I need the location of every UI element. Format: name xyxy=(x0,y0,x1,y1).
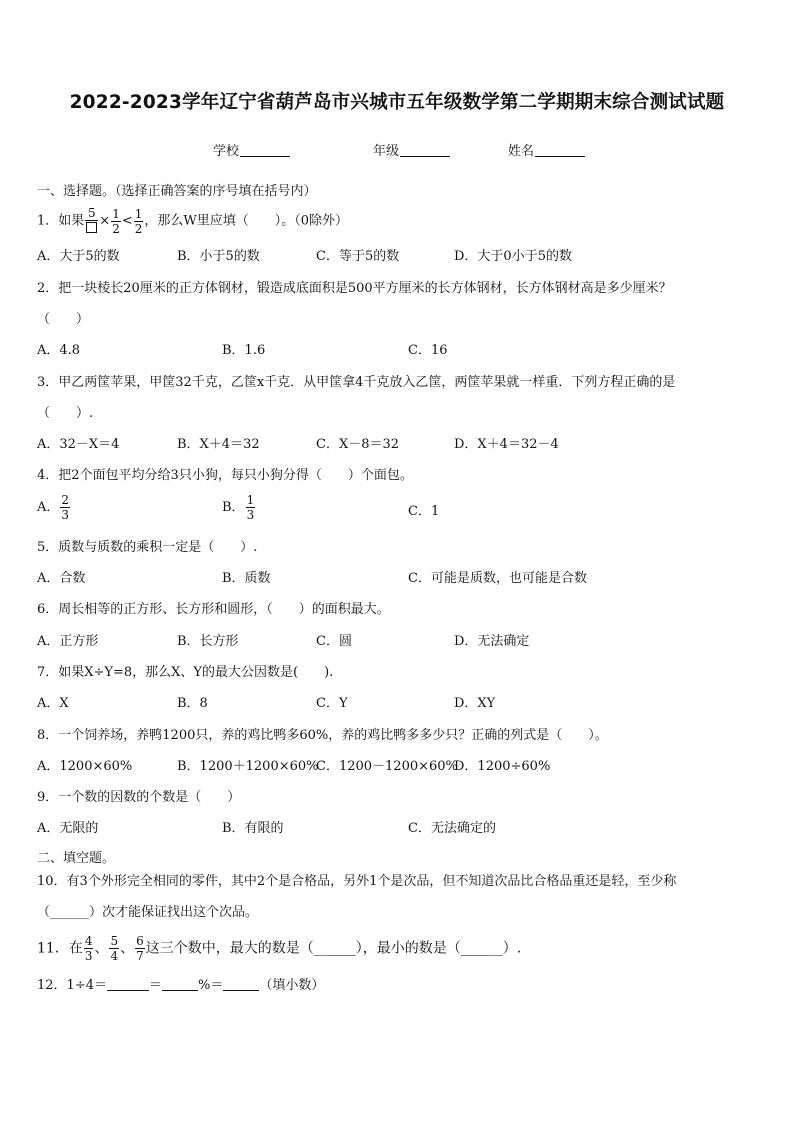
q3-answer-paren[interactable]: （ ）. xyxy=(37,406,94,421)
q4-option-b[interactable] xyxy=(222,494,256,521)
q7-option-a[interactable]: A．X xyxy=(37,696,69,711)
grade-field xyxy=(373,140,450,159)
grade-label: 年级 xyxy=(373,144,400,159)
section-choice-heading: 一、选择题。（选择正确答案的序号填在括号内） xyxy=(37,184,317,199)
school-label: 学校 xyxy=(213,144,240,159)
q12-note: （填小数） xyxy=(259,978,325,993)
q1-f3-denominator: 2 xyxy=(134,221,143,236)
q1-f2-numerator: 1 xyxy=(112,206,120,221)
q12-blank-percent[interactable] xyxy=(162,977,198,991)
q4-option-a[interactable] xyxy=(37,494,71,521)
q11-sep-1: 、 xyxy=(94,940,109,957)
q4-option-b-label: B． xyxy=(222,500,245,515)
question-5: 5．质数与质数的乘积一定是（ ）. xyxy=(37,540,258,555)
q1-option-d[interactable]: D．大于0小于5的数 xyxy=(454,249,572,264)
q11-c-numerator: 6 xyxy=(136,934,144,948)
q5-option-c[interactable]: C．可能是质数，也可能是合数 xyxy=(408,571,587,586)
q11-c-denominator: 7 xyxy=(136,949,144,963)
question-4: 4．把2个面包平均分给3只小狗，每只小狗分得（ ）个面包。 xyxy=(37,468,413,483)
q6-option-d[interactable]: D．无法确定 xyxy=(454,634,530,649)
q7-option-d[interactable]: D．XY xyxy=(454,696,496,711)
q5-option-a[interactable]: A．合数 xyxy=(37,571,86,586)
question-3: 3．甲乙两筐苹果，甲筐32千克，乙筐x千克．从甲筐拿4千克放入乙筐，两筐苹果就一样重．下列方程正确的是 xyxy=(37,375,676,390)
q3-option-c[interactable]: C．X－8＝32 xyxy=(316,437,400,452)
question-7: 7．如果X÷Y=8，那么X、Y的最大公因数是( ). xyxy=(37,665,334,680)
q11-b-denominator: 4 xyxy=(110,949,119,963)
q4-option-a-label: A． xyxy=(37,500,60,515)
q6-option-b[interactable]: B．长方形 xyxy=(177,634,239,649)
q11-a-denominator: 3 xyxy=(84,949,93,963)
q5-option-b[interactable]: B．质数 xyxy=(222,571,271,586)
q8-option-a[interactable]: A．1200×60% xyxy=(37,759,133,774)
question-10: 10．有3个外形完全相同的零件，其中2个是合格品，另外1个是次品，但不知道次品比合格品重还是轻，至少称 xyxy=(37,874,677,889)
q7-option-b[interactable]: B．8 xyxy=(177,696,208,711)
q7-option-c[interactable]: C．Y xyxy=(316,696,348,711)
q12-blank-decimal[interactable] xyxy=(223,977,259,991)
q2-answer-paren[interactable]: （ ） xyxy=(37,312,90,327)
q3-option-a[interactable]: A．32－X＝4 xyxy=(37,437,120,452)
q10-line-2[interactable]: （______）次才能保证找出这个次品。 xyxy=(37,905,259,920)
question-8: 8．一个饲养场，养鸭1200只，养的鸡比鸭多60%，养的鸡比鸭多多少只？正确的列式是（ ）。 xyxy=(37,728,608,743)
q12-blank-fraction[interactable] xyxy=(107,977,149,991)
q2-option-a[interactable]: A．4.8 xyxy=(37,343,81,358)
q11-fraction-a xyxy=(84,935,94,962)
question-9: 9．一个数的因数的个数是（ ） xyxy=(37,790,241,805)
q12-prefix: 12．1÷4＝ xyxy=(37,978,107,993)
q4-a-denominator: 3 xyxy=(61,508,70,522)
q1-option-a[interactable]: A．大于5的数 xyxy=(37,249,120,264)
q1-times: × xyxy=(99,213,111,229)
q8-option-d[interactable]: D．1200÷60% xyxy=(454,759,551,774)
q6-option-a[interactable]: A．正方形 xyxy=(37,634,99,649)
q11-sep-2: 、 xyxy=(120,940,135,957)
q8-option-c[interactable]: C．1200－1200×60% xyxy=(316,759,458,774)
q4-a-numerator: 2 xyxy=(61,493,70,507)
q3-option-b[interactable]: B．X＋4＝32 xyxy=(177,437,260,452)
school-field xyxy=(213,140,290,159)
question-11 xyxy=(37,935,521,962)
q12-percent: %＝ xyxy=(198,978,224,993)
page-title: 2022-2023学年辽宁省葫芦岛市兴城市五年级数学第二学期期末综合测试试题 xyxy=(69,92,725,113)
q8-option-b[interactable]: B．1200＋1200×60% xyxy=(177,759,319,774)
q4-option-a-fraction xyxy=(60,494,70,521)
question-12 xyxy=(37,977,324,995)
q1-f2-denominator: 2 xyxy=(112,221,120,236)
q1-prefix: 1．如果 xyxy=(37,213,85,229)
q2-option-c[interactable]: C．16 xyxy=(408,343,448,358)
q11-prefix: 11．在 xyxy=(37,940,83,957)
blank-box-icon xyxy=(86,222,97,233)
q11-fraction-b xyxy=(109,935,119,962)
grade-blank[interactable] xyxy=(400,143,450,157)
q1-fraction-box xyxy=(85,207,98,235)
q1-f1-numerator: 5 xyxy=(87,206,96,220)
q9-option-c[interactable]: C．无法确定的 xyxy=(408,821,496,836)
q4-b-denominator: 3 xyxy=(246,508,255,522)
q1-fraction-2 xyxy=(111,208,121,235)
q3-option-d[interactable]: D．X＋4＝32－4 xyxy=(454,437,559,452)
q6-option-c[interactable]: C．圆 xyxy=(316,634,352,649)
q1-option-b[interactable]: B．小于5的数 xyxy=(177,249,260,264)
q2-option-b[interactable]: B．1.6 xyxy=(222,343,266,358)
q1-option-c[interactable]: C．等于5的数 xyxy=(316,249,400,264)
question-1 xyxy=(37,207,348,235)
q12-equals: ＝ xyxy=(148,978,162,993)
q1-f3-numerator: 1 xyxy=(134,206,143,221)
section-fill-heading: 二、填空题。 xyxy=(37,851,116,866)
q1-fraction-3 xyxy=(134,208,144,235)
name-label: 姓名 xyxy=(508,144,535,159)
q9-option-b[interactable]: B．有限的 xyxy=(222,821,284,836)
q11-fraction-c xyxy=(135,935,145,962)
q11-suffix: 这三个数中，最大的数是（______），最小的数是（______）. xyxy=(145,940,522,957)
question-6: 6．周长相等的正方形、长方形和圆形，（ ）的面积最大。 xyxy=(37,602,390,617)
q11-a-numerator: 4 xyxy=(84,934,93,948)
q4-option-c[interactable]: C．1 xyxy=(408,504,440,519)
question-2: 2．把一块棱长20厘米的正方体钢材，锻造成底面积是500平方厘米的长方体钢材，长方体钢材高是多少厘米？ xyxy=(37,281,672,296)
q1-less-than: < xyxy=(121,213,133,229)
name-blank[interactable] xyxy=(535,143,585,157)
q4-option-b-fraction xyxy=(246,494,256,521)
q11-b-numerator: 5 xyxy=(110,934,119,948)
school-blank[interactable] xyxy=(240,143,290,157)
q4-b-numerator: 1 xyxy=(246,493,255,507)
q9-option-a[interactable]: A．无限的 xyxy=(37,821,99,836)
q1-suffix: ，那么W里应填（ ）。（0除外） xyxy=(144,213,349,229)
name-field xyxy=(508,140,585,159)
